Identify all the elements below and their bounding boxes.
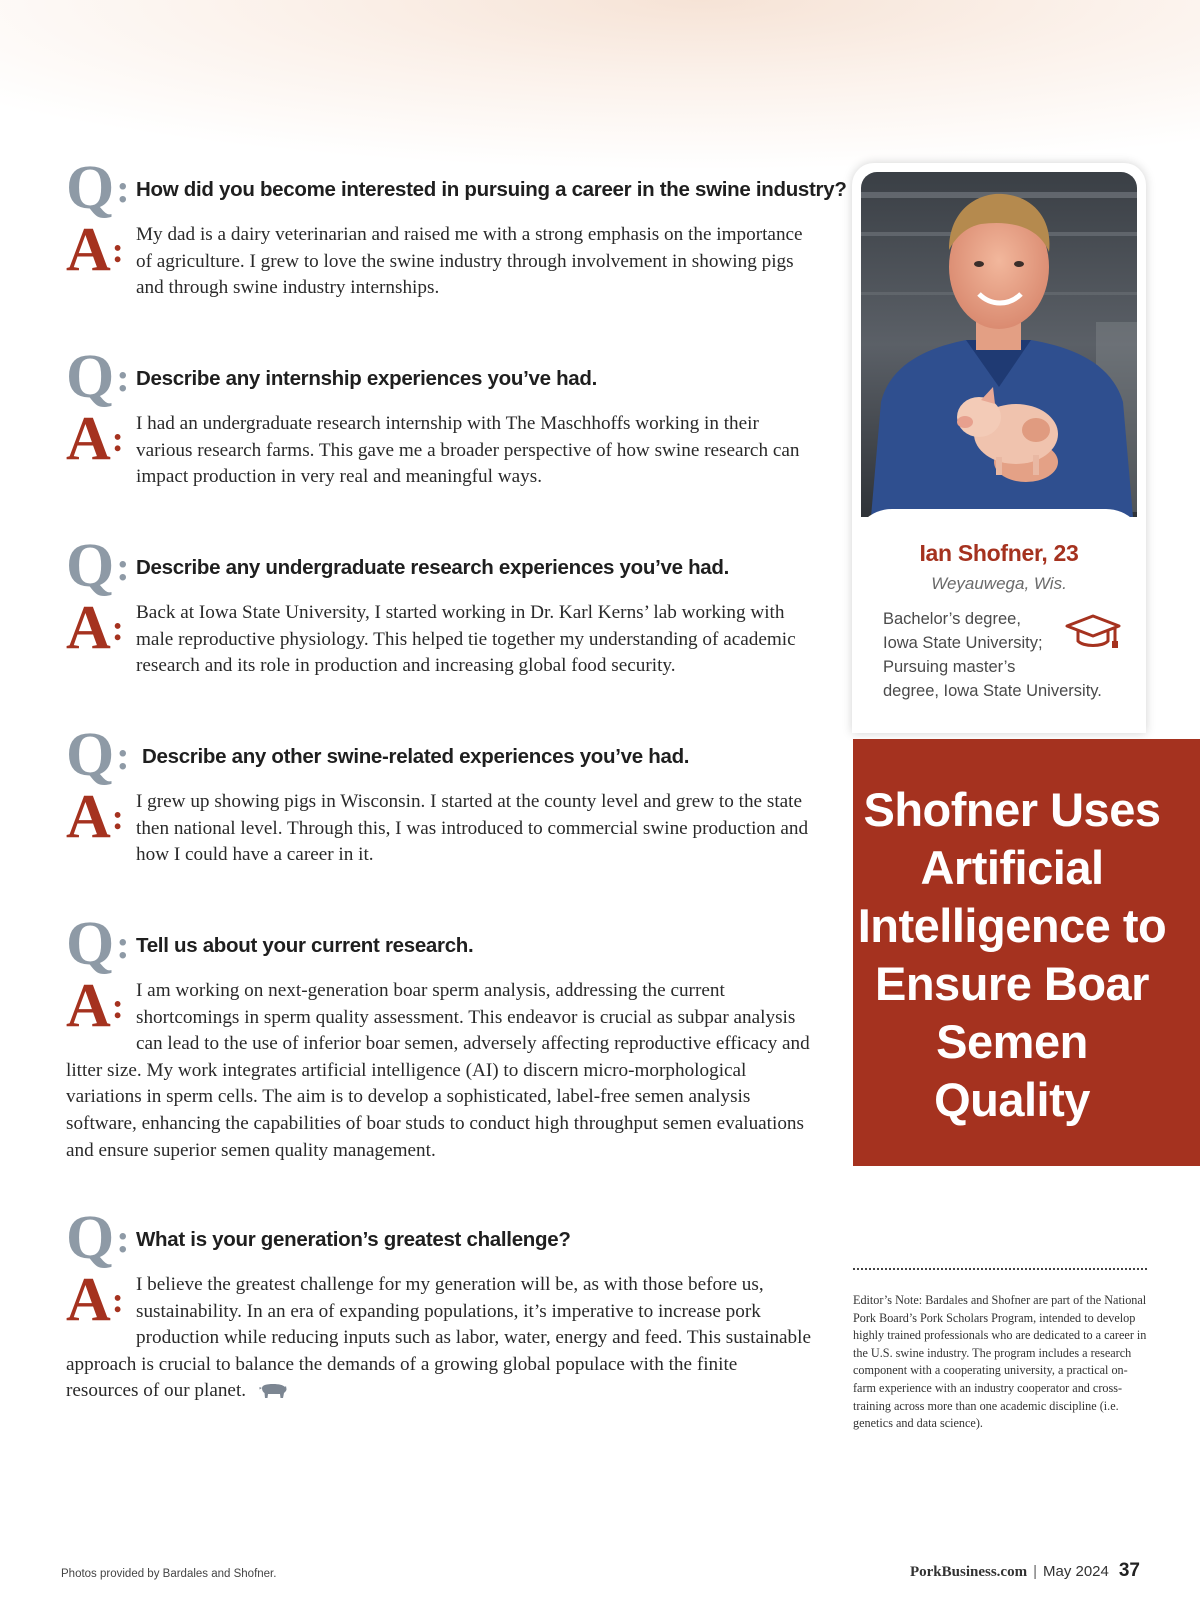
answer [66,783,814,869]
answer [66,594,814,680]
question-text: Describe any other swine-related experiences you’ve had. [142,745,690,768]
education-line: Bachelor’s degree, [883,610,1021,628]
qa-block-3 [66,532,814,680]
footer-separator: | [1033,1563,1037,1580]
answer-text: I am working on next-generation boar sperm analysis, addressing the current shortcomings in sperm quality assessment. This endeavor is crucial as subpar analysis can lead to the use of inferior boar semen, adversely affecting reproductive efficacy and litter size. My work integrates artificial intelligence (AI) to discern micro-morphological variations in sperm cells. The aim is to develop a sophisticated, label-free semen analysis software, enhancing the capabilities of boar studs to conduct high throughput semen evaluations and ensure superior semen quality management. [66,980,810,1161]
answer-text: Back at Iowa State University, I started working in Dr. Karl Kerns’ lab working with male reproductive physiology. This helped tie together my understanding of academic research and its role in production and increasing global food security. [136,602,796,677]
footer-issue: May 2024 [1042,1563,1109,1580]
a-drop-letter: A: [66,972,124,1040]
editor-note: Editor’s Note: Bardales and Shofner are part of the National Pork Board’s Pork Scholars Program, intended to develop highly trained professionals who are dedicated to a career in the U.S. swine industry. The program includes a research component with a cooperating university, a practical on-farm experience with an industry cooperator and cross-training across more than one academic discipline (i.e. genetics and data science). [853,1293,1147,1431]
page-footer [910,1560,1140,1582]
question-text: Describe any internship experiences you’ve had. [136,367,598,390]
answer [66,405,814,491]
headline-box [853,739,1200,1166]
question-text: Tell us about your current research. [136,934,474,957]
qa-block-6 [66,1204,814,1408]
a-drop-letter: A: [66,783,124,851]
a-drop-letter: A: [66,216,124,284]
article-headline: Shofner Uses Artificial Intelligence to Ensure Boar Semen Quality [857,783,1167,1126]
q-drop-letter: Q: [66,343,130,411]
education-line: Pursuing master’s [883,658,1016,676]
question-row [66,910,814,978]
question-text: Describe any undergraduate research experiences you’ve had. [136,556,730,579]
pig-icon [259,1381,287,1408]
answer-text: I grew up showing pigs in Wisconsin. I started at the county level and grew to the state then national level. Through this, I was introduced to commercial swine production and how I could have a career in it. [136,791,809,866]
question-row [66,532,814,600]
a-drop-letter: A: [66,594,124,662]
question-row [66,343,814,411]
answer-text: I believe the greatest challenge for my generation will be, as with those before us, sustainability. In an era of expanding populations, it’s imperative to increase pork production while reducing inputs such as labor, water, energy and feed. This sustainable approach is crucial to balance the demands of a growing global populace with the finite resources of our planet. [66,1274,811,1402]
answer-text: I had an undergraduate research internship with The Maschhoffs working in their various research farms. This gave me a broader perspective of how swine research can impact production in very real and meaningful ways. [136,413,800,488]
question-row [66,721,814,789]
profile-name: Ian Shofner, 23 [919,540,1079,566]
profile-card [852,163,1146,733]
q-drop-letter: Q: [66,154,130,222]
profile-hometown: Weyauwega, Wis. [931,574,1067,593]
answer [66,972,814,1164]
a-drop-letter: A: [66,1266,124,1334]
question-text: What is your generation’s greatest challenge? [136,1228,571,1251]
answer-text: My dad is a dairy veterinarian and raised me with a strong emphasis on the importance of agriculture. I grew to love the swine industry through involvement in showing pigs and through swine industry internships. [136,224,803,299]
photo-credit: Photos provided by Bardales and Shofner. [61,1568,277,1580]
qa-block-1 [66,154,847,302]
graduation-cap-icon [1065,613,1121,658]
footer-site: PorkBusiness.com [909,1564,1028,1580]
page-number: 37 [1118,1560,1140,1581]
answer [66,216,814,302]
q-drop-letter: Q: [66,721,130,789]
qa-block-4 [66,721,814,869]
divider [853,1268,1147,1270]
education-line: degree, Iowa State University. [883,682,1102,700]
qa-block-5 [66,910,814,1164]
answer [66,1266,814,1408]
education-line: Iowa State University; [883,634,1043,652]
q-drop-letter: Q: [66,1204,130,1272]
qa-block-2 [66,343,814,491]
q-drop-letter: Q: [66,532,130,600]
profile-photo [861,172,1137,517]
q-drop-letter: Q: [66,910,130,978]
question-row [66,154,847,222]
question-text: How did you become interested in pursuing a career in the swine industry? [136,178,847,201]
a-drop-letter: A: [66,405,124,473]
question-row [66,1204,814,1272]
